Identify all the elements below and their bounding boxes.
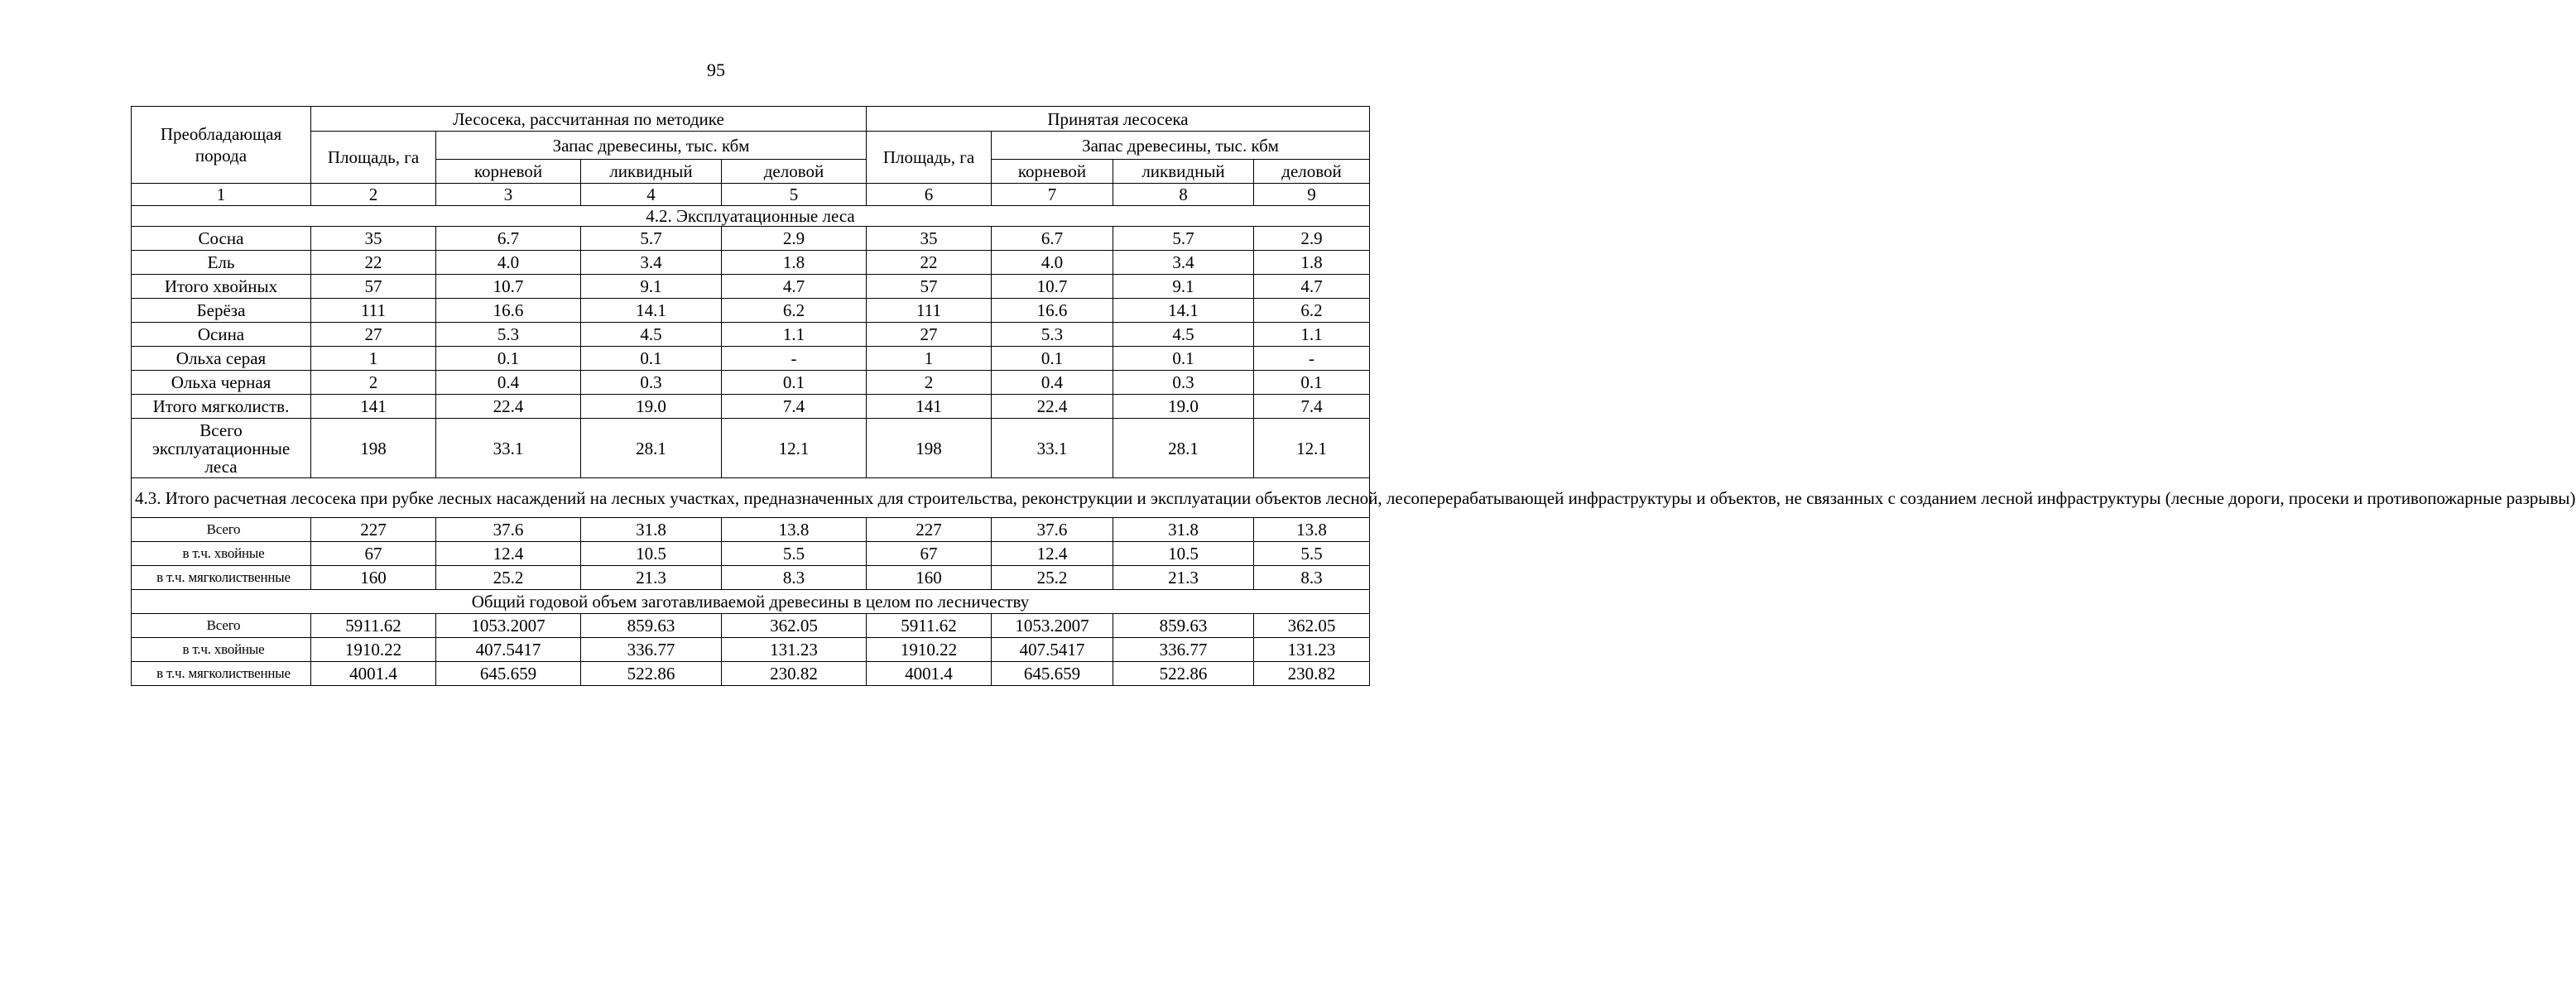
- total-row: [132, 662, 1370, 686]
- species-header: Преобладающая порода: [132, 107, 311, 184]
- value-cell: 5.5: [1254, 542, 1370, 566]
- value-cell: 16.6: [436, 299, 581, 323]
- header-row-1: [132, 107, 1370, 132]
- value-cell: 22: [311, 251, 436, 275]
- value-cell: 1.1: [722, 323, 867, 347]
- value-cell: 16.6: [992, 299, 1113, 323]
- value-cell: 111: [867, 299, 992, 323]
- value-cell: 37.6: [436, 518, 581, 542]
- root-header-calc: корневой: [436, 160, 581, 184]
- section-row-exploit: [132, 206, 1370, 227]
- business-header-calc: деловой: [722, 160, 867, 184]
- value-cell: 31.8: [581, 518, 722, 542]
- value-cell: 0.3: [581, 371, 722, 395]
- column-number: 4: [581, 184, 722, 206]
- value-cell: 5.7: [581, 227, 722, 251]
- total-exploit-cell: 198: [867, 419, 992, 478]
- total-exploit-cell: 28.1: [581, 419, 722, 478]
- infra-row: [132, 566, 1370, 590]
- value-cell: 5.3: [436, 323, 581, 347]
- value-cell: 362.05: [1254, 614, 1370, 638]
- total-exploit-row: [132, 419, 1370, 478]
- stock-header-accepted: Запас древесины, тыс. кбм: [992, 132, 1370, 160]
- column-number: 2: [311, 184, 436, 206]
- value-cell: 1.1: [1254, 323, 1370, 347]
- value-cell: 14.1: [1113, 299, 1254, 323]
- calc-cutting-area-header: Лесосека, рассчитанная по методике: [311, 107, 867, 132]
- value-cell: 407.5417: [436, 638, 581, 662]
- value-cell: 1053.2007: [436, 614, 581, 638]
- exploit-row: [132, 299, 1370, 323]
- column-number: 5: [722, 184, 867, 206]
- value-cell: 9.1: [1113, 275, 1254, 299]
- value-cell: 160: [311, 566, 436, 590]
- value-cell: 10.5: [1113, 542, 1254, 566]
- column-number: 7: [992, 184, 1113, 206]
- value-cell: 0.1: [722, 371, 867, 395]
- value-cell: 37.6: [992, 518, 1113, 542]
- value-cell: 0.1: [992, 347, 1113, 371]
- infra-row: [132, 518, 1370, 542]
- logging-volume-table: [131, 106, 2576, 686]
- row-label: в т.ч. мягколиственные: [132, 566, 311, 590]
- value-cell: 1: [867, 347, 992, 371]
- value-cell: 5.5: [722, 542, 867, 566]
- value-cell: 111: [311, 299, 436, 323]
- value-cell: 4.0: [436, 251, 581, 275]
- total-exploit-label: Всего эксплуатационные леса: [132, 419, 311, 478]
- row-label: Берёза: [132, 299, 311, 323]
- value-cell: -: [1254, 347, 1370, 371]
- value-cell: 8.3: [722, 566, 867, 590]
- value-cell: 19.0: [1113, 395, 1254, 419]
- total-exploit-cell: 33.1: [992, 419, 1113, 478]
- total-exploit-cell: 12.1: [1254, 419, 1370, 478]
- exploit-row: [132, 251, 1370, 275]
- row-label: Итого хвойных: [132, 275, 311, 299]
- value-cell: 230.82: [722, 662, 867, 686]
- value-cell: 141: [311, 395, 436, 419]
- column-number: 3: [436, 184, 581, 206]
- business-header-accepted: деловой: [1254, 160, 1370, 184]
- value-cell: 5911.62: [311, 614, 436, 638]
- exploit-row: [132, 227, 1370, 251]
- total-row: [132, 638, 1370, 662]
- value-cell: 131.23: [1254, 638, 1370, 662]
- column-number: 8: [1113, 184, 1254, 206]
- value-cell: 22: [867, 251, 992, 275]
- header-row-2: [132, 132, 1370, 160]
- value-cell: 22.4: [436, 395, 581, 419]
- value-cell: 141: [867, 395, 992, 419]
- infra-row: [132, 542, 1370, 566]
- liquid-header-accepted: ликвидный: [1113, 160, 1254, 184]
- exploit-row: [132, 371, 1370, 395]
- value-cell: 13.8: [1254, 518, 1370, 542]
- value-cell: 1.8: [1254, 251, 1370, 275]
- exploit-row: [132, 395, 1370, 419]
- value-cell: 7.4: [1254, 395, 1370, 419]
- value-cell: 645.659: [436, 662, 581, 686]
- value-cell: 1053.2007: [992, 614, 1113, 638]
- row-label: Ель: [132, 251, 311, 275]
- page-number: 95: [707, 60, 725, 80]
- value-cell: 645.659: [992, 662, 1113, 686]
- value-cell: 0.1: [1254, 371, 1370, 395]
- value-cell: 859.63: [581, 614, 722, 638]
- area-header-accepted: Площадь, га: [867, 132, 992, 184]
- value-cell: 522.86: [581, 662, 722, 686]
- row-label: Итого мягколиств.: [132, 395, 311, 419]
- value-cell: 12.4: [436, 542, 581, 566]
- table-body: [132, 107, 2576, 686]
- row-label: Всего: [132, 614, 311, 638]
- value-cell: 4001.4: [311, 662, 436, 686]
- value-cell: 27: [311, 323, 436, 347]
- root-header-accepted: корневой: [992, 160, 1113, 184]
- value-cell: 10.5: [581, 542, 722, 566]
- value-cell: 0.4: [436, 371, 581, 395]
- row-label: Всего: [132, 518, 311, 542]
- row-label: Ольха черная: [132, 371, 311, 395]
- value-cell: 8.3: [1254, 566, 1370, 590]
- value-cell: 0.4: [992, 371, 1113, 395]
- value-cell: 336.77: [1113, 638, 1254, 662]
- column-number: 9: [1254, 184, 1370, 206]
- total-exploit-cell: 28.1: [1113, 419, 1254, 478]
- exploit-row: [132, 275, 1370, 299]
- value-cell: 522.86: [1113, 662, 1254, 686]
- value-cell: 160: [867, 566, 992, 590]
- value-cell: 21.3: [1113, 566, 1254, 590]
- value-cell: 4.5: [1113, 323, 1254, 347]
- value-cell: 0.1: [1113, 347, 1254, 371]
- value-cell: 19.0: [581, 395, 722, 419]
- value-cell: 67: [867, 542, 992, 566]
- value-cell: 57: [867, 275, 992, 299]
- value-cell: 227: [867, 518, 992, 542]
- section-exploit-title: 4.2. Эксплуатационные леса: [132, 206, 1370, 227]
- value-cell: 35: [311, 227, 436, 251]
- value-cell: 1.8: [722, 251, 867, 275]
- row-label: в т.ч. хвойные: [132, 542, 311, 566]
- value-cell: 27: [867, 323, 992, 347]
- value-cell: 10.7: [992, 275, 1113, 299]
- value-cell: 2: [867, 371, 992, 395]
- stock-header-calc: Запас древесины, тыс. кбм: [436, 132, 867, 160]
- value-cell: 336.77: [581, 638, 722, 662]
- total-exploit-cell: 198: [311, 419, 436, 478]
- value-cell: 6.2: [1254, 299, 1370, 323]
- value-cell: 13.8: [722, 518, 867, 542]
- value-cell: 859.63: [1113, 614, 1254, 638]
- value-cell: 1: [311, 347, 436, 371]
- value-cell: 6.7: [992, 227, 1113, 251]
- row-label: в т.ч. мягколиственные: [132, 662, 311, 686]
- value-cell: 0.1: [581, 347, 722, 371]
- value-cell: 1910.22: [867, 638, 992, 662]
- liquid-header-calc: ликвидный: [581, 160, 722, 184]
- value-cell: 5911.62: [867, 614, 992, 638]
- value-cell: 2.9: [1254, 227, 1370, 251]
- value-cell: 227: [311, 518, 436, 542]
- row-label: Осина: [132, 323, 311, 347]
- value-cell: 7.4: [722, 395, 867, 419]
- value-cell: 5.3: [992, 323, 1113, 347]
- value-cell: 2: [311, 371, 436, 395]
- value-cell: 5.7: [1113, 227, 1254, 251]
- total-exploit-cell: 33.1: [436, 419, 581, 478]
- section-total-title: Общий годовой объем заготавливаемой древесины в целом по лесничеству: [132, 590, 1370, 614]
- row-label: Сосна: [132, 227, 311, 251]
- area-header-calc: Площадь, га: [311, 132, 436, 184]
- value-cell: 4.0: [992, 251, 1113, 275]
- value-cell: 14.1: [581, 299, 722, 323]
- value-cell: 35: [867, 227, 992, 251]
- value-cell: 25.2: [992, 566, 1113, 590]
- row-label: Ольха серая: [132, 347, 311, 371]
- section-infra-title: 4.3. Итого расчетная лесосека при рубке лесных насаждений на лесных участках, предназначенных для строительства, реконструкции и эксплуатации объектов лесной, лесоперерабатывающей инфраструктуры и объектов, не связанных с созданием лесной инфраструктуры (лесные дороги, просеки и противопожарные разрывы): [132, 478, 1370, 518]
- value-cell: 407.5417: [992, 638, 1113, 662]
- value-cell: 4.5: [581, 323, 722, 347]
- value-cell: 9.1: [581, 275, 722, 299]
- value-cell: 6.2: [722, 299, 867, 323]
- total-exploit-cell: 12.1: [722, 419, 867, 478]
- value-cell: 6.7: [436, 227, 581, 251]
- value-cell: 1910.22: [311, 638, 436, 662]
- value-cell: 25.2: [436, 566, 581, 590]
- total-row: [132, 614, 1370, 638]
- value-cell: -: [722, 347, 867, 371]
- value-cell: 3.4: [581, 251, 722, 275]
- value-cell: 230.82: [1254, 662, 1370, 686]
- value-cell: 22.4: [992, 395, 1113, 419]
- column-number-row: [132, 184, 1370, 206]
- column-number: 6: [867, 184, 992, 206]
- value-cell: 67: [311, 542, 436, 566]
- value-cell: 10.7: [436, 275, 581, 299]
- value-cell: 131.23: [722, 638, 867, 662]
- value-cell: 0.1: [436, 347, 581, 371]
- value-cell: 4.7: [722, 275, 867, 299]
- value-cell: 2.9: [722, 227, 867, 251]
- row-label: в т.ч. хвойные: [132, 638, 311, 662]
- value-cell: 3.4: [1113, 251, 1254, 275]
- exploit-row: [132, 347, 1370, 371]
- value-cell: 31.8: [1113, 518, 1254, 542]
- column-number: 1: [132, 184, 311, 206]
- value-cell: 57: [311, 275, 436, 299]
- section-row-infra: [132, 478, 1370, 518]
- value-cell: 4.7: [1254, 275, 1370, 299]
- value-cell: 12.4: [992, 542, 1113, 566]
- exploit-row: [132, 323, 1370, 347]
- value-cell: 21.3: [581, 566, 722, 590]
- value-cell: 4001.4: [867, 662, 992, 686]
- value-cell: 362.05: [722, 614, 867, 638]
- section-row-total: [132, 590, 1370, 614]
- accepted-cutting-area-header: Принятая лесосека: [867, 107, 1370, 132]
- value-cell: 0.3: [1113, 371, 1254, 395]
